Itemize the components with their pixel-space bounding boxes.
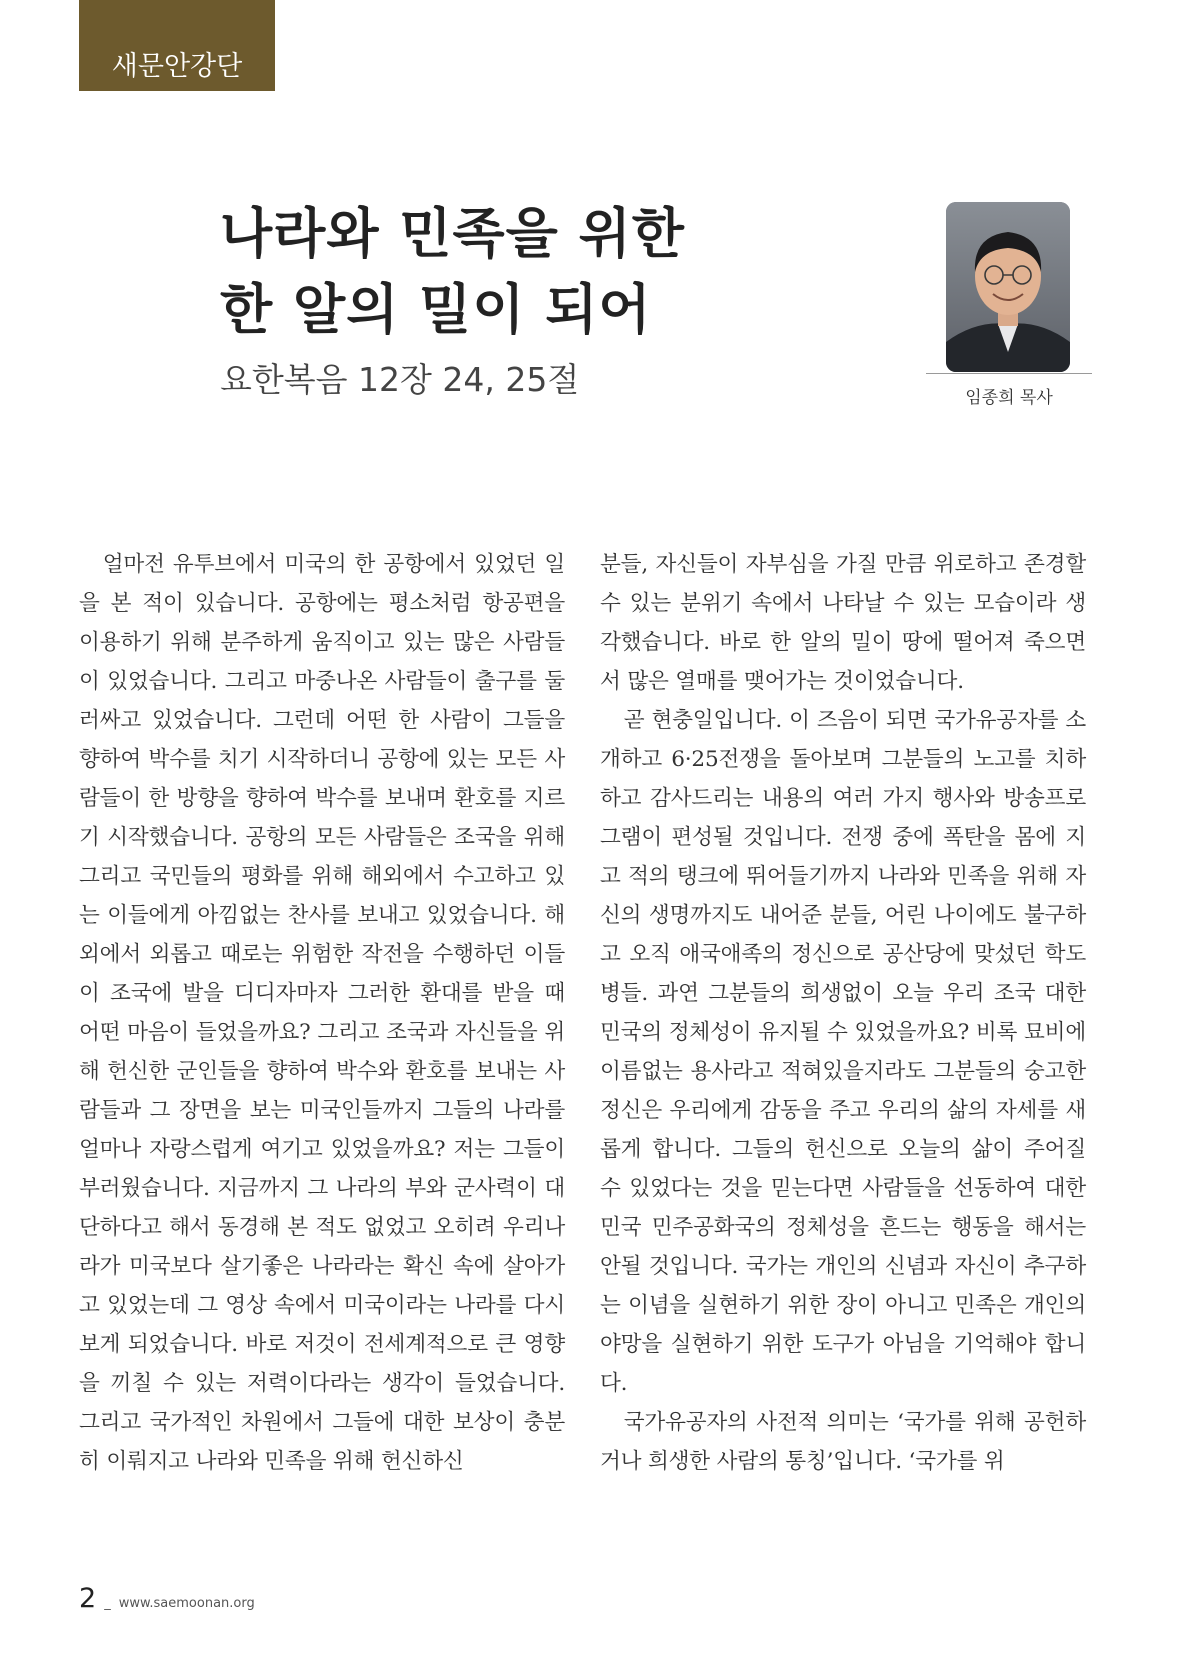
page-footer [79, 1583, 255, 1614]
body-paragraph: 국가유공자의 사전적 의미는 ‘국가를 위해 공헌하거나 희생한 사람의 통칭’입니다. ‘국가를 위 [600, 1410, 1086, 1474]
website-url[interactable]: www.saemoonan.org [118, 1596, 255, 1611]
body-column-right [600, 545, 1086, 1481]
author-name: 임종희 목사 [965, 388, 1053, 408]
article-title-line-2: 한 알의 밀이 되어 [220, 278, 652, 341]
portrait-illustration [946, 202, 1070, 372]
page-number: 2 [79, 1583, 97, 1614]
body-column-left [79, 545, 565, 1481]
section-tag [79, 0, 275, 91]
body-paragraph: 얼마전 유투브에서 미국의 한 공항에서 있었던 일을 본 적이 있습니다. 공항에는 평소처럼 항공편을 이용하기 위해 분주하게 움직이고 있는 많은 사람들이 있었습니다. 그리고 마중나온 사람들이 출구를 둘러싸고 있었습니다. 그런데 어떤 한 사람이 그들을 향하여 박수를 치기 시작하더니 공항에 있는 모든 사람들이 한 방향을 향하여 박수를 보내며 환호를 지르기 시작했습니다. 공항의 모든 사람들은 조국을 위해 그리고 국민들의 평화를 위해 해외에서 수고하고 있는 이들에게 아낌없는 찬사를 보내고 있었습니다. 해외에서 외롭고 때로는 위험한 작전을 수행하던 이들이 조국에 발을 디디자마자 그러한 환대를 받을 때 어떤 마음이 들었을까요? 그리고 조국과 자신들을 위해 헌신한 군인들을 향하여 박수와 환호를 보내는 사람들과 그 장면을 보는 미국인들까지 그들의 나라를 얼마나 자랑스럽게 여기고 있었을까요? 저는 그들이 부러웠습니다. 지금까지 그 나라의 부와 군사력이 대단하다고 해서 동경해 본 적도 없었고 오히려 우리나라가 미국보다 살기좋은 나라라는 확신 속에 살아가고 있었는데 그 영상 속에서 미국이라는 나라를 다시 보게 되었습니다. 바로 저것이 전세계적으로 큰 영향을 끼칠 수 있는 저력이다라는 생각이 들었습니다. 그리고 국가적인 차원에서 그들에 대한 보상이 충분히 이뤄지고 나라와 민족을 위해 헌신하신 [79, 552, 565, 1474]
author-portrait [946, 202, 1070, 372]
article-title-line-1: 나라와 민족을 위한 [220, 202, 685, 265]
body-paragraph: 곧 현충일입니다. 이 즈음이 되면 국가유공자를 소개하고 6·25전쟁을 돌아보며 그분들의 노고를 치하하고 감사드리는 내용의 여러 가지 행사와 방송프로그램이 편성될 것입니다. 전쟁 중에 폭탄을 몸에 지고 적의 탱크에 뛰어들기까지 나라와 민족을 위해 자신의 생명까지도 내어준 분들, 어린 나이에도 불구하고 오직 애국애족의 정신으로 공산당에 맞섰던 학도병들. 과연 그분들의 희생없이 오늘 우리 조국 대한민국의 정체성이 유지될 수 있었을까요? 비록 묘비에 이름없는 용사라고 적혀있을지라도 그분들의 숭고한 정신은 우리에게 감동을 주고 우리의 삶의 자세를 새롭게 합니다. 그들의 헌신으로 오늘의 삶이 주어질 수 있었다는 것을 믿는다면 사람들을 선동하여 대한민국 민주공화국의 정체성을 흔드는 행동을 해서는 안될 것입니다. 국가는 개인의 신념과 자신이 추구하는 이념을 실현하기 위한 장이 아니고 민족은 개인의 야망을 실현하기 위한 도구가 아님을 기억해야 합니다. [600, 708, 1086, 1396]
body-paragraph-continued: 분들, 자신들이 자부심을 가질 만큼 위로하고 존경할 수 있는 분위기 속에서 나타날 수 있는 모습이라 생각했습니다. 바로 한 알의 밀이 땅에 떨어져 죽으면서 많은 열매를 맺어가는 것이었습니다. [600, 552, 1086, 694]
footer-separator: _ [104, 1596, 111, 1611]
section-tag-label: 새문안강단 [111, 51, 243, 82]
portrait-divider [926, 373, 1092, 374]
article-title [220, 196, 685, 348]
scripture-reference: 요한복음 12장 24, 25절 [220, 360, 580, 399]
